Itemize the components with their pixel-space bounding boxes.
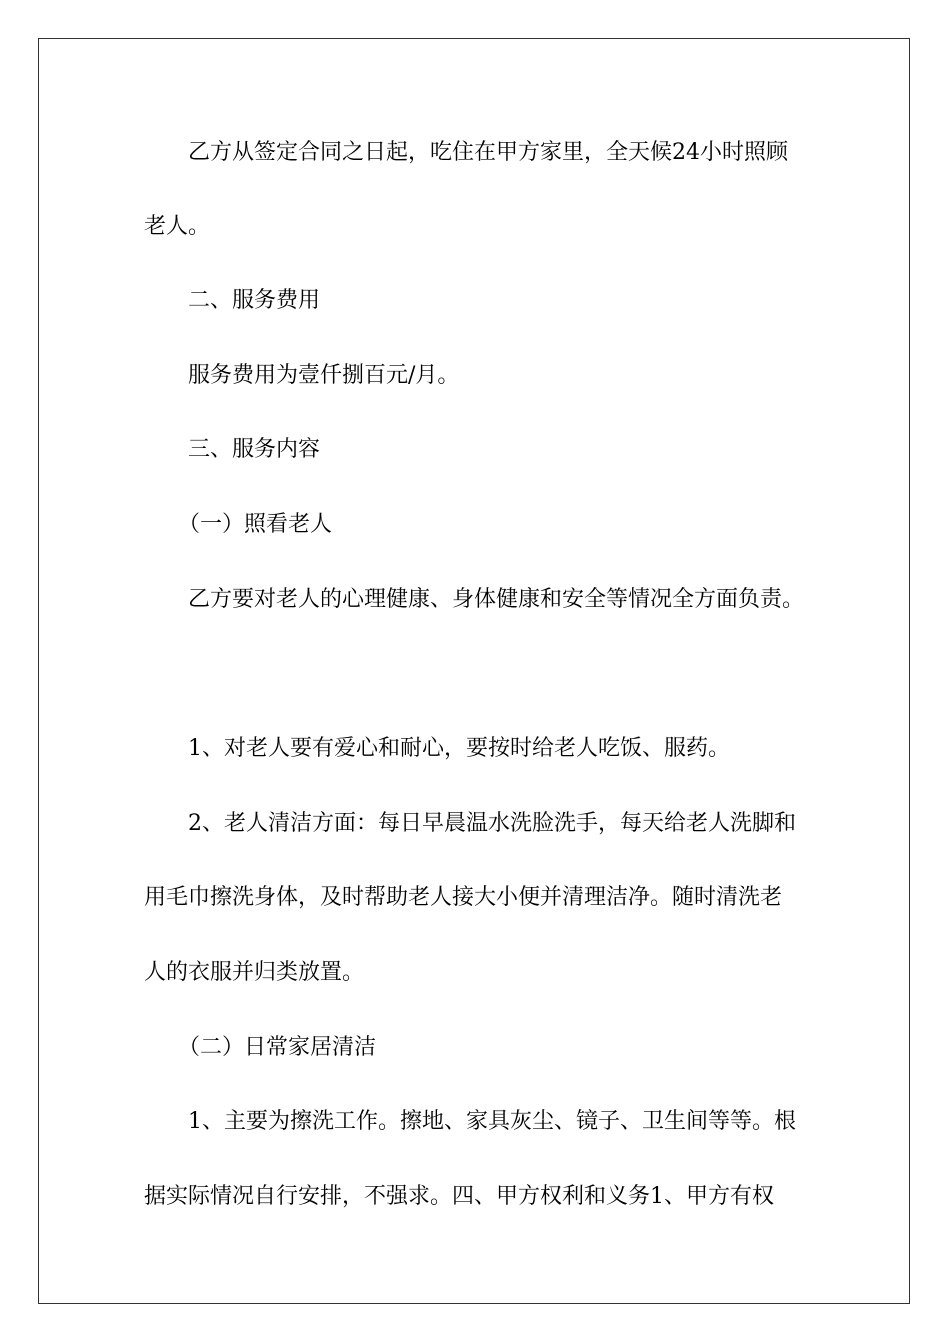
subsection-heading: （一）照看老人 xyxy=(178,512,333,537)
section-heading: 三、服务内容 xyxy=(188,437,321,462)
text-line: 据实际情况自行安排，不强求。四、甲方权利和义务1、甲方有权 xyxy=(144,1184,774,1209)
text-line: 老人。 xyxy=(144,214,211,239)
text-line: 服务费用为壹仟捌百元/月。 xyxy=(188,363,460,388)
section-heading: 二、服务费用 xyxy=(188,288,321,313)
list-item: 2、老人清洁方面：每日早晨温水洗脸洗手，每天给老人洗脚和 xyxy=(188,811,796,836)
list-item: 1、主要为擦洗工作。擦地、家具灰尘、镜子、卫生间等等。根 xyxy=(188,1109,796,1134)
text-line: 乙方从签定合同之日起，吃住在甲方家里，全天候24小时照顾 xyxy=(188,140,788,165)
list-item: 1、对老人要有爱心和耐心，要按时给老人吃饭、服药。 xyxy=(188,736,730,761)
text-line: 人的衣服并归类放置。 xyxy=(144,960,365,985)
subsection-heading: （二）日常家居清洁 xyxy=(178,1035,377,1060)
text-line: 乙方要对老人的心理健康、身体健康和安全等情况全方面负责。 xyxy=(188,587,805,612)
text-line: 用毛巾擦洗身体，及时帮助老人接大小便并清理洁净。随时清洗老 xyxy=(144,885,783,910)
